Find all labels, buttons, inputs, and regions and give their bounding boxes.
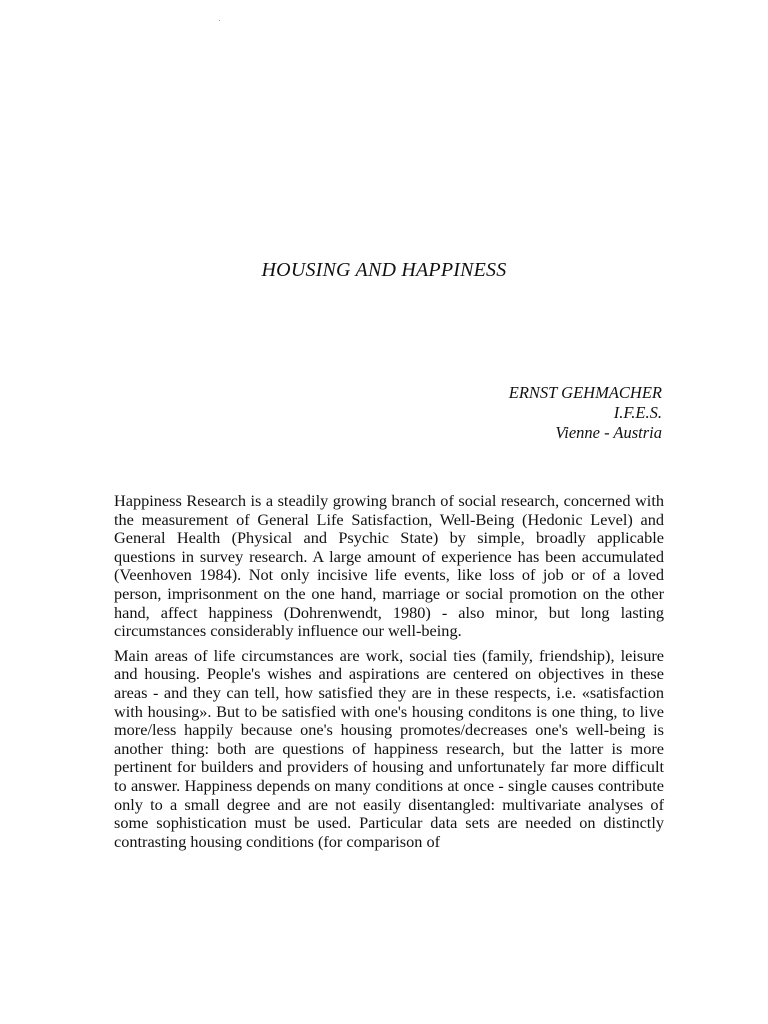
author-institute: I.F.E.S. <box>613 403 662 422</box>
body-text <box>114 492 664 857</box>
author-name: ERNST GEHMACHER <box>508 383 662 402</box>
scan-speck <box>219 20 220 21</box>
paper-title: HOUSING AND HAPPINESS <box>261 259 507 281</box>
author-block <box>362 383 662 443</box>
paragraph: Happiness Research is a steadily growing branch of social research, concerned with the measurement of General Life Satisfaction, Well-Being (Hedonic Level) and General Health (Physical and Psychic State) by simple, broadly applicable questions in survey research. A large amount of experience has been accumulated (Veenhoven 1984). Not only incisive life events, like loss of job or of a loved person, imprisonment on the one hand, marriage or social promotion on the other hand, affect happiness (Dohrenwendt, 1980) - also minor, but long lasting circumstances considerably influence our well-being. <box>114 491 664 641</box>
author-location: Vienne - Austria <box>555 423 662 442</box>
paragraph: Main areas of life circumstances are work, social ties (family, friendship), leisure and housing. People's wishes and aspirations are centered on objectives in these areas - and they can tell, how satisfied they are in these respects, i.e. «satisfaction with housing». But to be satisfied with one's housing conditons is one thing, to live more/less happily because one's housing promotes/decreases one's well-being is another thing: both are questions of happiness research, but the latter is more pertinent for builders and providers of housing and unfortunately far more difficult to answer. Happiness depends on many conditions at once - single causes contribute only to a small degree and are not easily disentangled: multivariate analyses of some sophistication must be used. Particular data sets are needed on distinctly contrasting housing conditions (for comparison of <box>114 645 664 851</box>
